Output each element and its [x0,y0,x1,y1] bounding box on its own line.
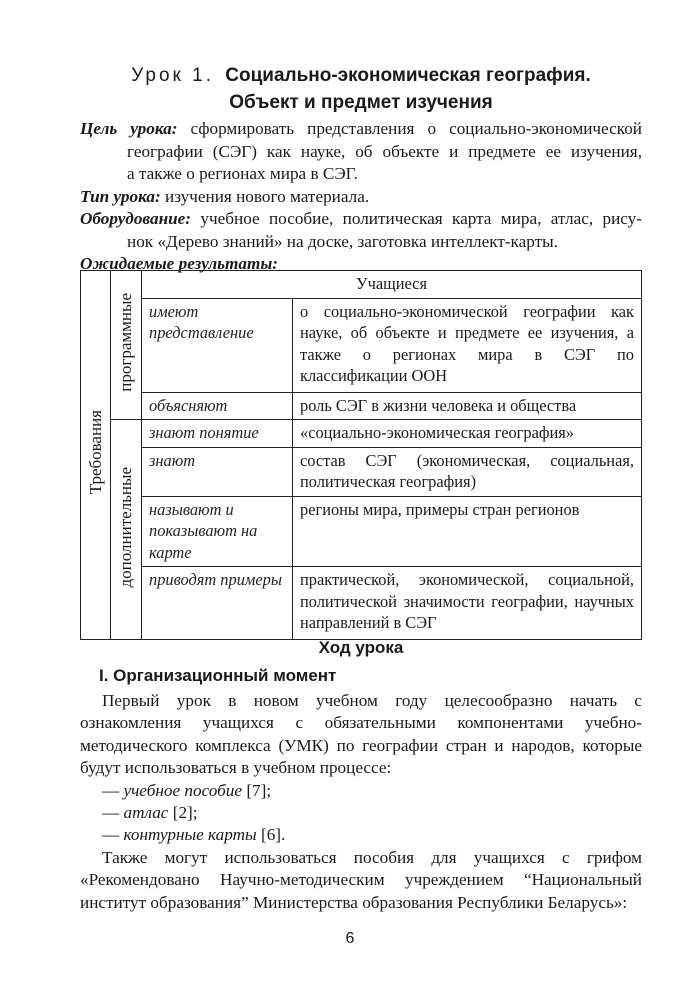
goal-text-1: сформировать представления о социально-экономической [190,119,642,138]
table-row [81,420,642,448]
list-dash: — [102,803,120,823]
lesson-title-line1 [80,62,642,89]
list-item-title: учебное пособие [123,780,243,800]
table-row [81,298,642,392]
row-description: состав СЭГ (экономическая, социальная, политическая география) [293,447,642,496]
table-row [81,447,642,496]
row-description: о социально-экономической географии как науке, об объекте и предмете ее изучения, а также о регионах мира в СЭГ по классификации ООН [293,298,642,392]
row-verb: знают [142,447,293,496]
column-header-students: Учащиеся [142,271,642,299]
row-description: «социально-экономическая география» [293,420,642,448]
requirements-label: Требования [85,410,105,495]
requirements-label-cell [81,271,111,640]
table-row [81,496,642,567]
list-item-ref: [2]; [172,803,198,823]
list-item-ref: [6]. [260,825,286,845]
row-description: практической, экономической, социальной, политической значимости географии, научных направлений в СЭГ [293,567,642,640]
list-item [80,802,642,824]
lesson-body [80,690,642,914]
goal-text-2: географии (СЭГ) как науке, об объекте и предмете ее изучения, [127,141,642,161]
table-row [81,567,642,640]
group-label-additional: дополнительные [116,466,136,587]
list-item-title: атлас [123,803,169,823]
lesson-title-text-2: Объект и предмет изучения [229,92,493,113]
goal-line-1 [80,118,642,141]
paragraph-recommended: Также могут использоваться пособия для учащихся с грифом «Рекомендовано Научно-методическим учреждением “Национальный институт образования” Министерства образования Республики Беларусь»: [80,847,642,912]
list-dash: — [102,825,120,845]
list-dash: — [102,780,120,800]
lesson-title [80,62,642,116]
table-header-row [81,271,642,299]
results-label: Ожидаемые результаты: [80,254,279,273]
row-description: регионы мира, примеры стран регионов [293,496,642,567]
goal-label: Цель урока: [80,119,178,138]
type-label: Тип урока: [80,186,161,206]
group-label-cell-additional [111,420,142,640]
row-verb: приводят примеры [142,567,293,640]
row-description: роль СЭГ в жизни человека и общества [293,392,642,420]
list-item-title: контурные карты [123,825,257,845]
row-verb: называют и показывают на карте [142,496,293,567]
lesson-number: Урок 1. [131,65,214,86]
group-label-cell-program [111,271,142,420]
lesson-type [80,186,642,209]
type-text: изучения нового материала. [165,186,370,206]
equipment-line-1 [80,208,642,231]
equipment-text-2: нок «Дерево знаний» на доске, заготовка интеллект-карты. [127,231,559,251]
list-item-ref: [7]; [246,780,272,800]
lesson-title-text-1: Социально-экономическая география. [225,65,591,86]
list-item [80,780,642,802]
goal-text-3: а также о регионах мира в СЭГ. [127,164,358,183]
paragraph-intro: Первый урок в новом учебном году целесообразно начать с ознакомления учащихся с обязательными компонентами учебно-методического комплекса (УМК) по географии стран и народов, которые будут использоваться в учебном процессе: [80,691,642,778]
equipment-text-1: учебное пособие, политическая карта мира, атлас, рису- [200,209,642,228]
requirements-table [80,270,642,640]
section-heading-organizational: I. Организационный момент [99,666,337,685]
group-label-program: программные [116,292,136,392]
list-item [80,824,642,846]
row-verb: имеют представление [142,298,293,392]
page-number: 6 [345,930,355,947]
equipment-label: Оборудование: [80,209,192,228]
row-verb: знают понятие [142,420,293,448]
lesson-flow-heading: Ход урока [318,638,404,657]
lesson-meta [80,118,642,276]
table-row [81,392,642,420]
row-verb: объясняют [142,392,293,420]
